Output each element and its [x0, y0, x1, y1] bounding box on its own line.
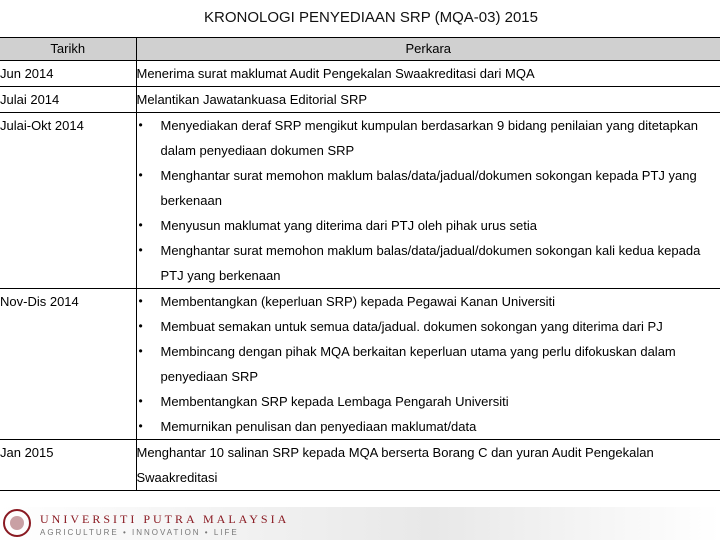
date-cell: Julai 2014	[0, 87, 136, 113]
list-item: • Menyediakan deraf SRP mengikut kumpulan berdasarkan 9 bidang penilaian yang ditetapkan dalam penyediaan dokumen SRP	[137, 113, 720, 163]
list-item: • Membentangkan SRP kepada Lembaga Pengarah Universiti	[137, 389, 720, 414]
table-row	[0, 440, 720, 491]
table-header-row	[0, 38, 720, 61]
item-cell: Menerima surat maklumat Audit Pengekalan Swaakreditasi dari MQA	[136, 61, 720, 87]
item-cell	[136, 289, 720, 440]
university-tagline: AGRICULTURE • INNOVATION • LIFE	[40, 528, 239, 537]
item-cell	[136, 113, 720, 289]
university-seal-icon	[2, 508, 32, 538]
list-item: • Menghantar surat memohon maklum balas/data/jadual/dokumen sokongan kali kedua kepada PTJ yang berkenaan	[137, 238, 720, 288]
list-item: • Membentangkan (keperluan SRP) kepada Pegawai Kanan Universiti	[137, 289, 720, 314]
header-date: Tarikh	[0, 38, 136, 61]
date-cell: Jan 2015	[0, 440, 136, 491]
date-cell: Nov-Dis 2014	[0, 289, 136, 440]
university-name: UNIVERSITI PUTRA MALAYSIA	[40, 512, 290, 526]
date-cell: Jun 2014	[0, 61, 136, 87]
table-row	[0, 289, 720, 440]
list-item: • Menghantar surat memohon maklum balas/data/jadual/dokumen sokongan kepada PTJ yang berkenaan	[137, 163, 720, 213]
bullet-list	[137, 289, 720, 439]
list-item: • Membuat semakan untuk semua data/jadual. dokumen sokongan yang diterima dari PJ	[137, 314, 720, 339]
list-item: • Membincang dengan pihak MQA berkaitan keperluan utama yang perlu difokuskan dalam penyediaan SRP	[137, 339, 720, 389]
item-cell: Menghantar 10 salinan SRP kepada MQA berserta Borang C dan yuran Audit Pengekalan Swaakreditasi	[136, 440, 720, 491]
table-row	[0, 113, 720, 289]
list-item: • Memurnikan penulisan dan penyediaan maklumat/data	[137, 414, 720, 439]
list-item: • Menyusun maklumat yang diterima dari PTJ oleh pihak urus setia	[137, 213, 720, 238]
footer-banner	[0, 507, 720, 540]
date-cell: Julai-Okt 2014	[0, 113, 136, 289]
bullet-list	[137, 113, 720, 288]
table-row	[0, 61, 720, 87]
page-title: KRONOLOGI PENYEDIAAN SRP (MQA-03) 2015	[204, 9, 538, 26]
chronology-table	[0, 37, 720, 491]
header-item: Perkara	[136, 38, 720, 61]
item-cell: Melantikan Jawatankuasa Editorial SRP	[136, 87, 720, 113]
table-row	[0, 87, 720, 113]
